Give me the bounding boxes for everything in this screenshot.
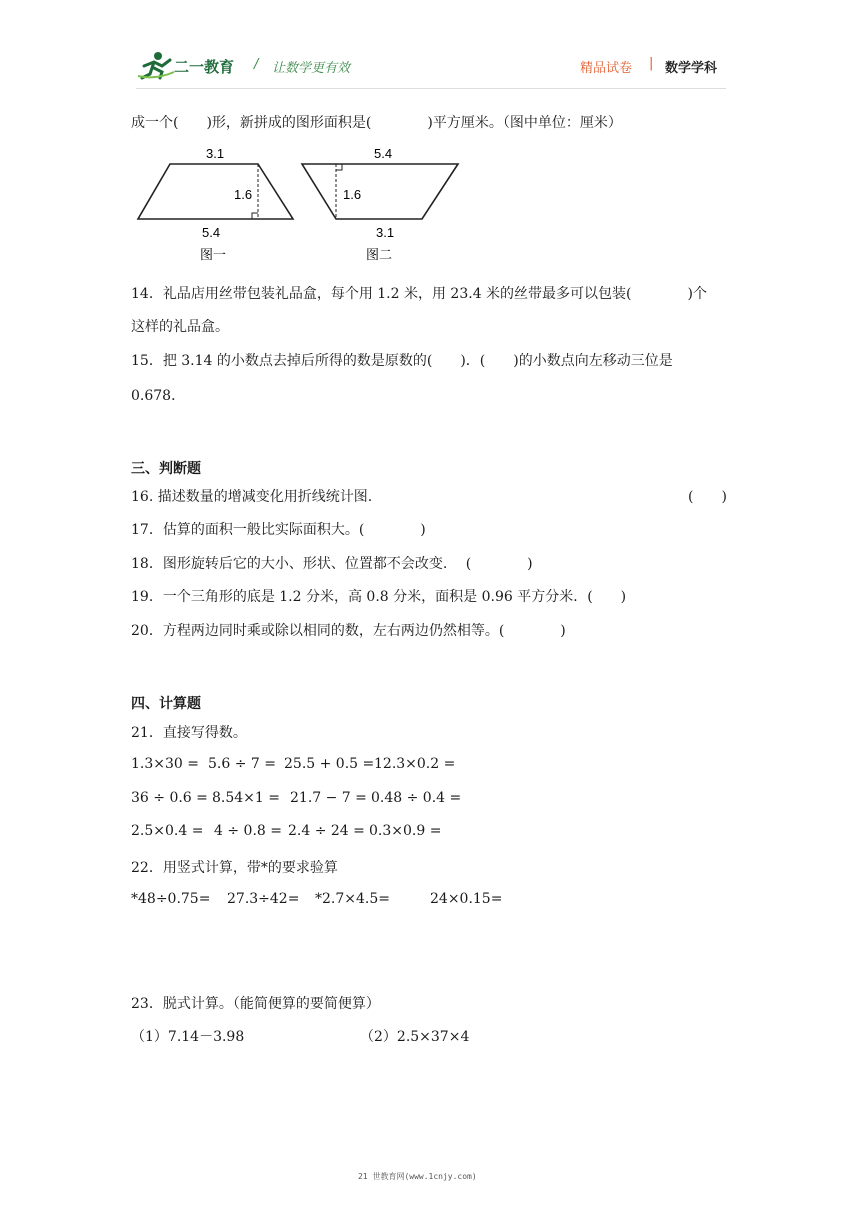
q18: 18．图形旋转后它的大小、形状、位置都不会改变. ( ) bbox=[131, 556, 533, 572]
slogan: 让数学更有效 bbox=[272, 61, 351, 76]
q22: 22．用竖式计算，带*的要求验算 bbox=[131, 860, 338, 876]
q23: 23．脱式计算。（能简便算的要简便算） bbox=[131, 996, 380, 1012]
figure-2 bbox=[302, 146, 458, 262]
fig1-caption: 图一 bbox=[200, 247, 227, 262]
section-3-title: 三、判断题 bbox=[131, 461, 201, 477]
q21-item: 21.7 − 7 = bbox=[290, 790, 367, 806]
q15-line2: 0.678． bbox=[131, 388, 186, 404]
q21: 21．直接写得数。 bbox=[131, 725, 247, 741]
slogan-slash: / bbox=[254, 57, 259, 72]
q14-line1: 14．礼品店用丝带包装礼品盒，每个用 1.2 米，用 23.4 米的丝带最多可以包装( )个 bbox=[131, 286, 707, 302]
fig2-top-label: 5.4 bbox=[374, 146, 393, 161]
logo-text: 二一教育 bbox=[174, 58, 235, 76]
footer-source: 21 世教育网(www.1cnjy.com) bbox=[358, 1172, 477, 1181]
q21-item: 8.54×1 = bbox=[212, 790, 280, 806]
q22-item: 24×0.15= bbox=[430, 891, 503, 907]
q22-item: *2.7×4.5= bbox=[315, 891, 390, 907]
q16: 16. 描述数量的增减变化用折线统计图. bbox=[131, 489, 373, 505]
trapezoid-figures bbox=[130, 144, 470, 266]
fig2-height-label: 1.6 bbox=[343, 187, 362, 202]
tag-separator: | bbox=[649, 56, 654, 71]
header-divider bbox=[136, 88, 726, 89]
q21-item: 0.48 ÷ 0.4 = bbox=[371, 790, 462, 806]
q21-item: 2.5×0.4 = bbox=[131, 823, 204, 839]
q16-paren: ( ) bbox=[688, 489, 727, 505]
q21-item: 25.5 + 0.5 = bbox=[284, 756, 375, 772]
fig1-top-label: 3.1 bbox=[206, 146, 225, 161]
tag-premium: 精品试卷 bbox=[580, 61, 633, 76]
q17: 17．估算的面积一般比实际面积大。( ) bbox=[131, 522, 426, 538]
q23-item-1: （1）7.14－3.98 bbox=[131, 1029, 245, 1045]
q14-line2: 这样的礼品盒。 bbox=[131, 319, 229, 335]
q22-item: *48÷0.75= bbox=[131, 891, 211, 907]
q21-item: 2.4 ÷ 24 = bbox=[288, 823, 365, 839]
q19: 19．一个三角形的底是 1.2 分米，高 0.8 分米，面积是 0.96 平方分米．( ) bbox=[131, 589, 627, 605]
q21-item: 5.6 ÷ 7 = bbox=[208, 756, 276, 772]
runner-logo-icon bbox=[136, 50, 176, 80]
q20: 20．方程两边同时乘或除以相同的数，左右两边仍然相等。( ) bbox=[131, 623, 566, 639]
figure-1 bbox=[138, 146, 293, 262]
q13-tail: 成一个( )形，新拼成的图形面积是( )平方厘米。（图中单位：厘米） bbox=[131, 115, 622, 131]
fig2-caption: 图二 bbox=[366, 247, 393, 262]
q21-item: 1.3×30 = bbox=[131, 756, 199, 772]
q21-item: 0.3×0.9 = bbox=[369, 823, 442, 839]
fig2-bottom-label: 3.1 bbox=[376, 225, 395, 240]
fig1-height-label: 1.6 bbox=[234, 187, 253, 202]
q23-item-2: （2）2.5×37×4 bbox=[360, 1029, 470, 1045]
q21-item: 36 ÷ 0.6 = bbox=[131, 790, 208, 806]
q15-line1: 15．把 3.14 的小数点去掉后所得的数是原数的( )．( )的小数点向左移动三位是 bbox=[131, 353, 673, 369]
q21-item: 4 ÷ 0.8 = bbox=[214, 823, 282, 839]
fig1-bottom-label: 5.4 bbox=[202, 225, 221, 240]
q22-item: 27.3÷42= bbox=[227, 891, 300, 907]
tag-subject: 数学学科 bbox=[665, 61, 718, 76]
q21-item: 12.3×0.2 = bbox=[374, 756, 456, 772]
section-4-title: 四、计算题 bbox=[131, 696, 201, 712]
